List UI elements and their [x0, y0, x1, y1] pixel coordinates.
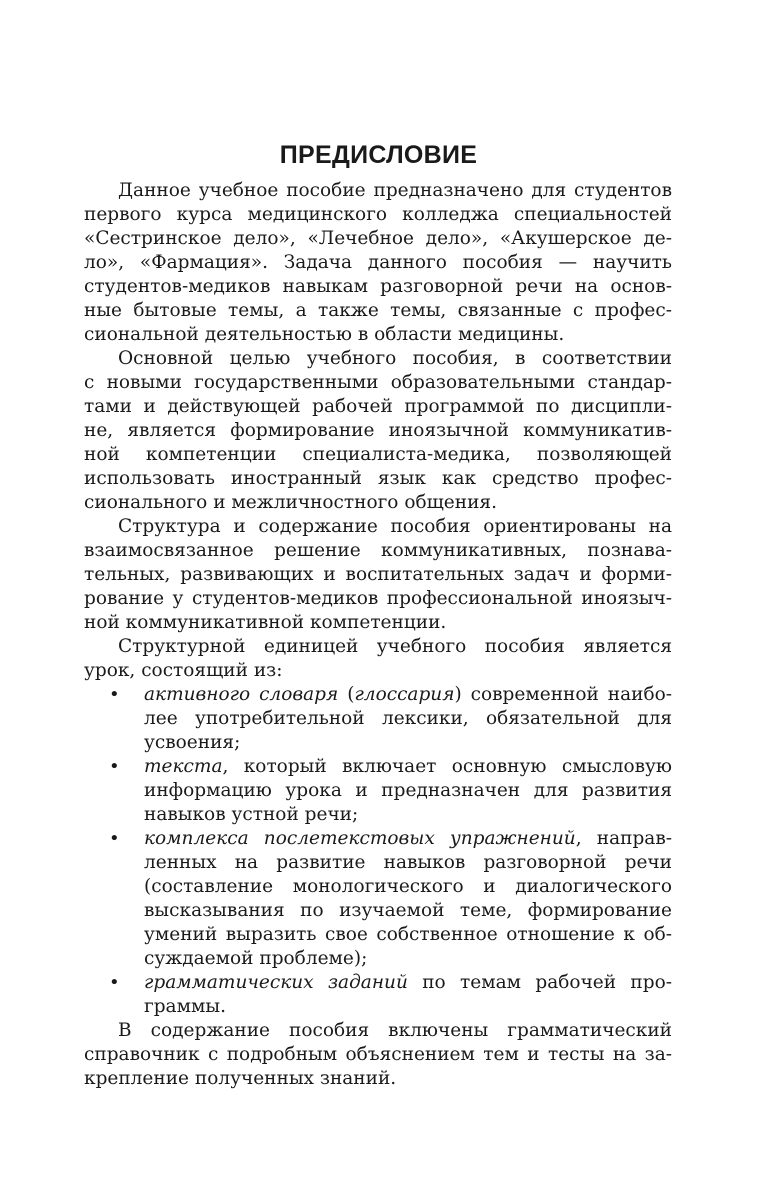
list-item-line: ленных на развитие навыков разговорной речи	[144, 852, 672, 873]
italic-term: текста	[144, 756, 223, 777]
bullet-icon: •	[109, 972, 120, 993]
text-line: использовать иностранный язык как средство профес-	[84, 468, 672, 489]
text-line: ло», «Фармация». Задача данного пособия — научить	[84, 252, 672, 273]
text-span: (	[338, 684, 355, 705]
page-title: ПРЕДИСЛОВИЕ	[279, 141, 478, 169]
list-item-line: усвоения;	[144, 732, 241, 753]
text-line: сиональной деятельностью в области медицины.	[84, 324, 565, 345]
text-line: В содержание пособия включены грамматический	[118, 1020, 672, 1041]
italic-term: глоссария	[354, 684, 455, 705]
list-item-line: высказывания по изучаемой теме, формирование	[144, 900, 672, 921]
list-item-line	[144, 827, 672, 851]
text-line: Структура и содержание пособия ориентированы на	[118, 516, 672, 537]
text-line: урок, состоящий из:	[84, 660, 283, 681]
list-item-line	[144, 755, 672, 779]
text-line: Основной целью учебного пособия, в соответствии	[118, 348, 672, 369]
list-item-line	[144, 683, 672, 707]
text-line: сионального и межличностного общения.	[84, 492, 497, 513]
text-line: Данное учебное пособие предназначено для студентов	[118, 180, 672, 201]
list-item-line: навыков устной речи;	[144, 804, 359, 825]
list-item-line: граммы.	[144, 996, 226, 1017]
text-line: крепление полученных знаний.	[84, 1068, 397, 1089]
italic-term: активного словаря	[144, 684, 339, 705]
italic-term: комплекса послетекстовых упражнений	[144, 828, 576, 849]
list-item-line: суждаемой проблеме);	[144, 948, 368, 969]
text-line: «Сестринское дело», «Лечебное дело», «Акушерское де-	[84, 228, 672, 249]
text-span: , который включает основную смысловую	[222, 756, 672, 777]
text-line: рование у студентов-медиков профессиональной иноязыч-	[84, 588, 672, 609]
bullet-icon: •	[109, 756, 120, 777]
text-line: Структурной единицей учебного пособия является	[118, 636, 672, 657]
list-item-line: лее употребительной лексики, обязательной для	[144, 708, 672, 729]
list-item-line	[144, 971, 672, 995]
text-line: с новыми государственными образовательными стандар-	[84, 372, 672, 393]
text-line: первого курса медицинского колледжа специальностей	[84, 204, 672, 225]
text-line: ные бытовые темы, а также темы, связанные с профес-	[84, 300, 672, 321]
list-item-line: умений выразить свое собственное отношение к об-	[144, 924, 672, 945]
text-line: справочник с подробным объяснением тем и тесты на за-	[84, 1044, 672, 1065]
text-span: , направ-	[575, 828, 672, 849]
list-item-line: (составление монологического и диалогического	[144, 876, 672, 897]
text-line: взаимосвязанное решение коммуникативных, познава-	[84, 540, 672, 561]
text-line: студентов-медиков навыкам разговорной речи на основ-	[84, 276, 672, 297]
bullet-icon: •	[109, 828, 120, 849]
list-item-line: информацию урока и предназначен для развития	[144, 780, 672, 801]
text-line: ной коммуникативной компетенции.	[84, 612, 447, 633]
text-line: тельных, развивающих и воспитательных задач и форми-	[84, 564, 672, 585]
text-line: не, является формирование иноязычной коммуникатив-	[84, 420, 672, 441]
text-span: ) современной наибо-	[454, 684, 672, 705]
bullet-icon: •	[109, 684, 120, 705]
text-line: ной компетенции специалиста-медика, позволяющей	[84, 444, 672, 465]
text-span: по темам рабочей про-	[407, 972, 672, 993]
text-line: тами и действующей рабочей программой по дисципли-	[84, 396, 672, 417]
italic-term: грамматических заданий	[144, 972, 408, 993]
